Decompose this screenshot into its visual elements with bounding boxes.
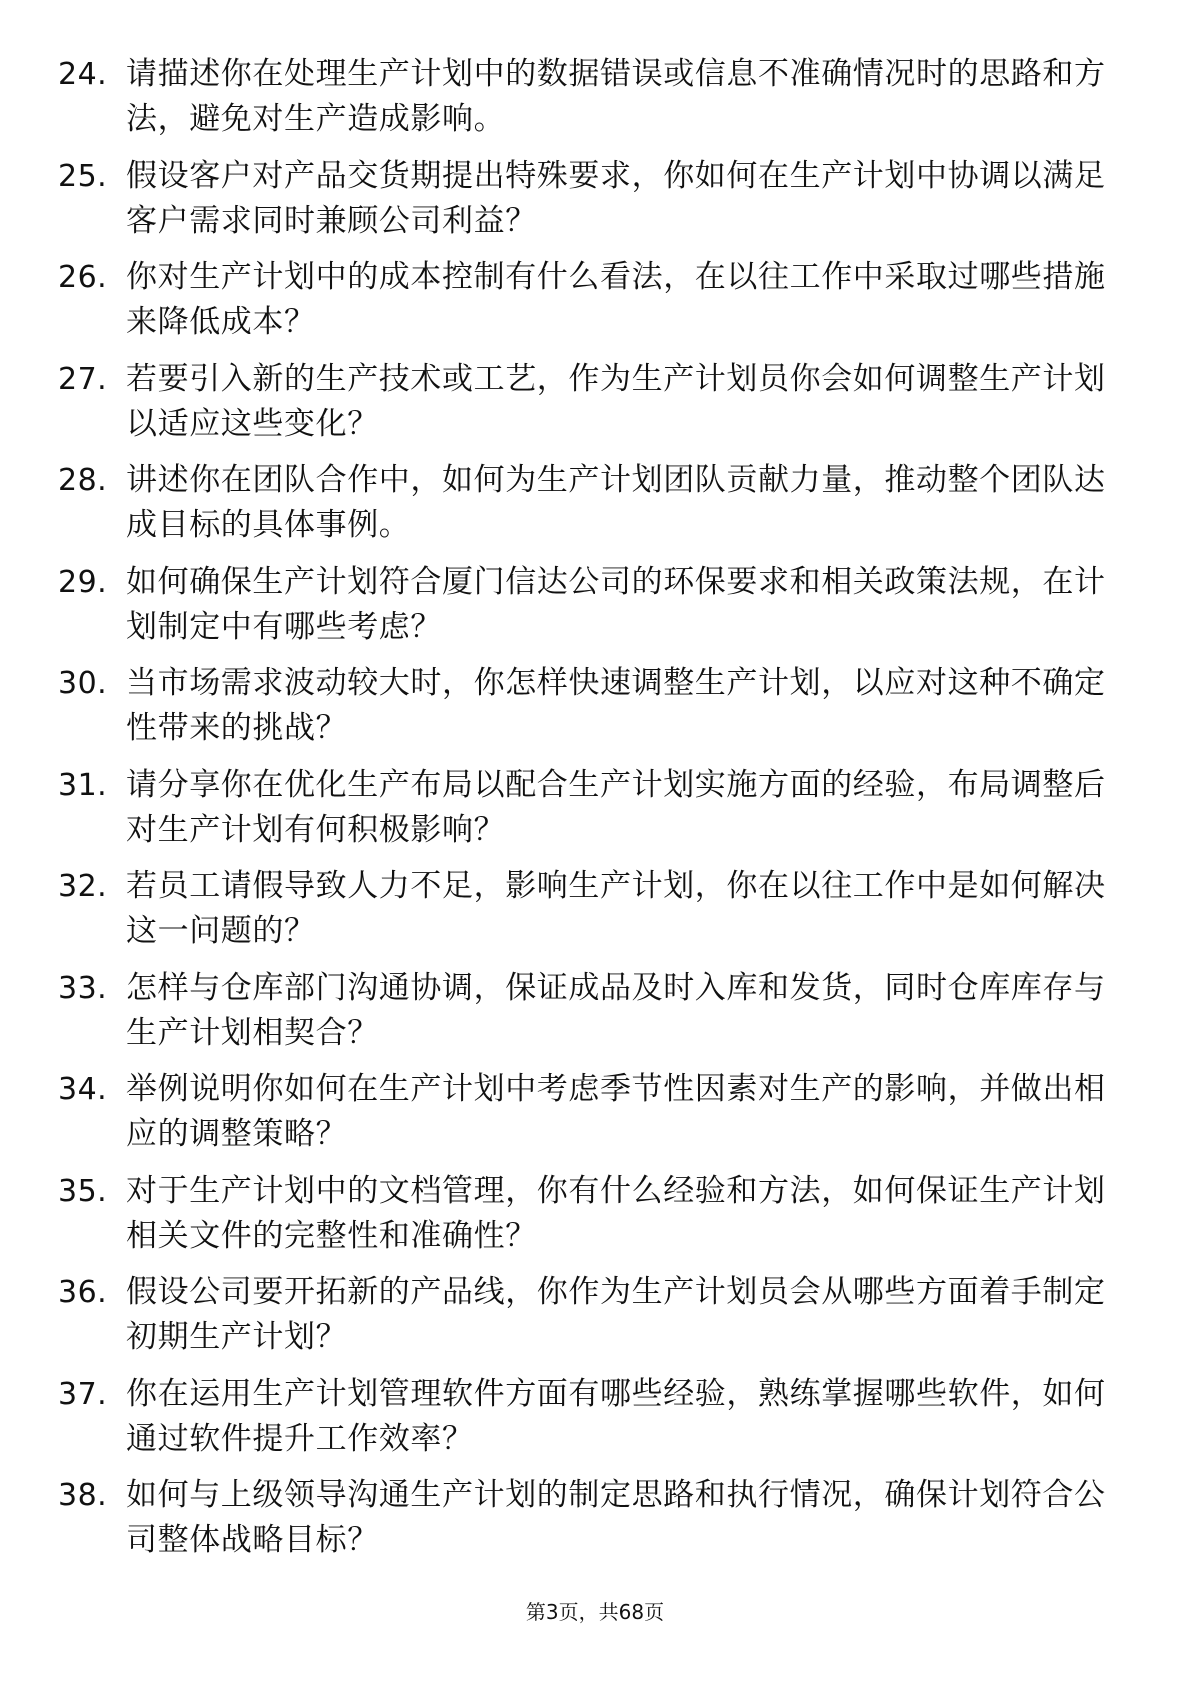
question-text: 你对生产计划中的成本控制有什么看法，在以往工作中采取过哪些措施来降低成本？ (126, 259, 1106, 340)
question-text: 当市场需求波动较大时，你怎样快速调整生产计划，以应对这种不确定性带来的挑战？ (126, 665, 1106, 746)
question-item-35 (58, 1169, 1118, 1271)
question-number: 37. (58, 1376, 108, 1412)
question-number: 36. (58, 1275, 108, 1310)
question-item-25 (58, 154, 1118, 256)
question-text: 怎样与仓库部门沟通协调，保证成品及时入库和发货，同时仓库库存与生产计划相契合？ (126, 969, 1106, 1051)
question-item-32 (58, 864, 1118, 966)
question-item-24 (58, 52, 1118, 154)
question-text: 若要引入新的生产技术或工艺，作为生产计划员你会如何调整生产计划以适应这些变化？ (126, 360, 1106, 442)
question-item-27 (58, 357, 1118, 459)
question-item-30 (58, 661, 1118, 763)
question-number: 34. (58, 1072, 108, 1107)
question-item-36 (58, 1270, 1118, 1372)
question-text: 讲述你在团队合作中，如何为生产计划团队贡献力量，推动整个团队达成目标的具体事例。 (126, 462, 1106, 543)
question-number: 35. (58, 1173, 108, 1209)
question-number: 31. (58, 767, 108, 803)
question-number: 26. (58, 260, 108, 295)
question-item-33 (58, 966, 1118, 1068)
question-item-38 (58, 1473, 1118, 1575)
question-text: 请分享你在优化生产布局以配合生产计划实施方面的经验，布局调整后对生产计划有何积极影响？ (126, 766, 1106, 848)
question-item-34 (58, 1067, 1118, 1169)
question-text: 若员工请假导致人力不足，影响生产计划，你在以往工作中是如何解决这一问题的？ (126, 868, 1106, 949)
question-text: 假设客户对产品交货期提出特殊要求，你如何在生产计划中协调以满足客户需求同时兼顾公司利益？ (126, 157, 1106, 239)
page-number-label: 第3页，共68页 (525, 1600, 665, 1624)
question-number: 24. (58, 57, 108, 92)
question-text: 如何确保生产计划符合厦门信达公司的环保要求和相关政策法规，在计划制定中有哪些考虑？ (126, 563, 1106, 645)
question-number: 30. (58, 666, 108, 701)
question-number: 32. (58, 869, 108, 904)
question-number: 27. (58, 361, 108, 397)
question-number: 38. (58, 1478, 108, 1513)
question-text: 对于生产计划中的文档管理，你有什么经验和方法，如何保证生产计划相关文件的完整性和准确性？ (126, 1172, 1106, 1254)
question-text: 假设公司要开拓新的产品线，你作为生产计划员会从哪些方面着手制定初期生产计划？ (126, 1274, 1106, 1355)
question-item-29 (58, 560, 1118, 662)
question-number: 25. (58, 158, 108, 194)
page-footer (0, 1598, 1190, 1626)
question-number: 29. (58, 564, 108, 600)
question-number: 33. (58, 970, 108, 1006)
question-text: 举例说明你如何在生产计划中考虑季节性因素对生产的影响，并做出相应的调整策略？ (126, 1071, 1106, 1152)
question-number: 28. (58, 463, 108, 498)
question-list (58, 52, 1118, 1575)
question-item-28 (58, 458, 1118, 560)
question-item-31 (58, 763, 1118, 865)
question-item-37 (58, 1372, 1118, 1474)
question-item-26 (58, 255, 1118, 357)
question-text: 你在运用生产计划管理软件方面有哪些经验，熟练掌握哪些软件，如何通过软件提升工作效率？ (126, 1375, 1106, 1457)
question-text: 请描述你在处理生产计划中的数据错误或信息不准确情况时的思路和方法，避免对生产造成影响。 (126, 56, 1106, 137)
question-text: 如何与上级领导沟通生产计划的制定思路和执行情况，确保计划符合公司整体战略目标？ (126, 1477, 1106, 1558)
